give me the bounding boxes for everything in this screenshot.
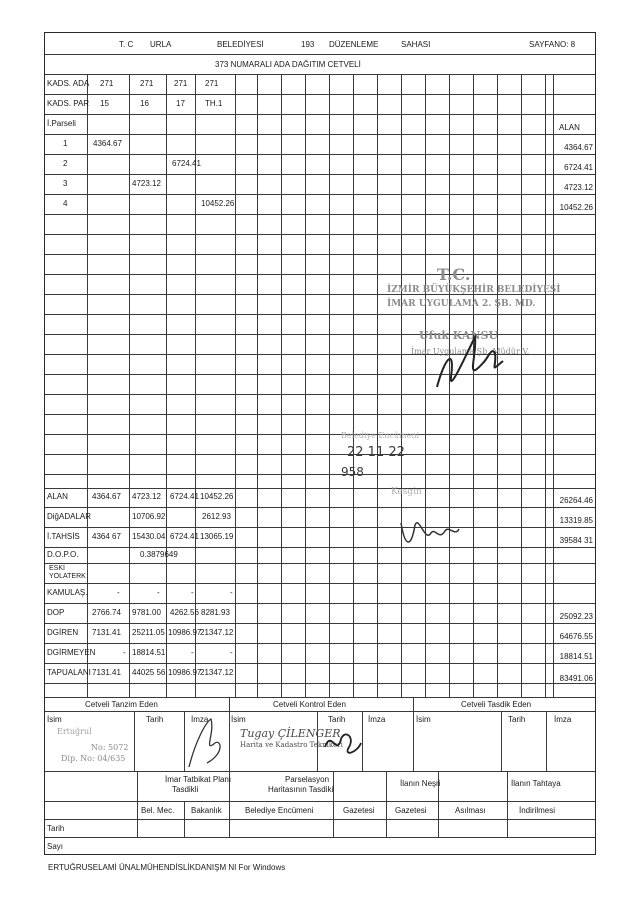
footer-tarih-2: Tarih: [328, 715, 346, 724]
cell: -: [191, 588, 194, 597]
footer-isim-2: İsim: [231, 715, 246, 724]
footer-col: [546, 711, 547, 771]
cell: 15: [100, 99, 109, 108]
stamp-left-3: Dip. No: 04/635: [61, 754, 126, 763]
footer-belediye-encumeni: Belediye Encümeni: [245, 806, 314, 815]
stamp-tugay-name: Tugay ÇİLENGER: [240, 727, 341, 740]
cell: 4364.67: [92, 492, 121, 501]
footer-tanzim: Cetveli Tanzim Eden: [85, 700, 158, 709]
cell: 271: [174, 79, 188, 88]
rule: [45, 623, 595, 624]
label-alan: ALAN: [559, 123, 580, 132]
rule: [45, 697, 595, 698]
header-subtitle: 373 NUMARALI ADA DAĞITIM CETVELİ: [215, 60, 361, 69]
stamp-kesgin: Kesgin: [391, 487, 422, 497]
cell: -: [123, 648, 126, 657]
cell: 271: [140, 79, 154, 88]
cell: 4723.12: [132, 492, 161, 501]
footer-ilanin-tahtaya: İlanın Tahtaya: [511, 779, 561, 788]
cell: -: [191, 648, 194, 657]
stamp-tc: T.C.: [437, 265, 471, 284]
footer-isim-1: İsim: [47, 715, 62, 724]
footer-col: [333, 771, 334, 837]
rule: [45, 74, 595, 75]
signature-ufuk: [425, 317, 515, 397]
label-kamulas: KAMULAŞ.: [47, 588, 88, 597]
cell-total: 6724.41: [564, 163, 593, 172]
header-page: SAYFANO: 8: [529, 40, 576, 49]
rule: [45, 488, 595, 489]
cell: -: [117, 588, 120, 597]
cell: 10986.97: [168, 628, 202, 637]
rule: [45, 663, 595, 664]
cell: 15430.04: [132, 532, 166, 541]
label-tapualani: TAPUALANI: [47, 668, 91, 677]
rule: [45, 214, 595, 215]
cell: 271: [205, 79, 219, 88]
software-footer: ERTUĞRUSELAMİ ÜNALMÜHENDİSLİKDANIŞM NI For Windows: [48, 863, 286, 872]
cell: 2766.74: [92, 608, 121, 617]
cell: 0.3879649: [140, 550, 178, 559]
cell: -: [230, 588, 233, 597]
cell: 271: [100, 79, 114, 88]
cell-total: 25092.23: [559, 612, 593, 621]
stamp-belediye-enc: Belediye Encümeni: [341, 431, 420, 440]
cell: 4262.56: [170, 608, 199, 617]
header-number: 193: [301, 40, 315, 49]
footer-gazetesi-2: Gazetesi: [395, 806, 427, 815]
label-kads-par: KADS. PAR: [47, 99, 90, 108]
grid-col: [257, 74, 258, 697]
parcel-no: 4: [63, 199, 68, 208]
cell: 18814.51: [132, 648, 166, 657]
footer-kontrol: Cetveli Kontrol Eden: [273, 700, 346, 709]
parcel-no: 2: [63, 159, 68, 168]
stamp-tugay-title: Harita ve Kadastro Teknikeri: [240, 741, 343, 749]
cell: 10706.92: [132, 512, 166, 521]
cell: 10452.26: [201, 199, 235, 208]
parcel-no: 1: [63, 139, 68, 148]
grid-col: [401, 74, 402, 697]
cell: 4364.67: [93, 139, 122, 148]
footer-gazetesi-1: Gazetesi: [343, 806, 375, 815]
cell-total: 83491.06: [559, 674, 593, 683]
rule: [45, 194, 595, 195]
rule: [45, 314, 595, 315]
cell: 17: [176, 99, 185, 108]
cell-total: 39584 31: [559, 536, 593, 545]
cell: 10452.26: [200, 492, 234, 501]
header-municipality: BELEDİYESİ: [217, 40, 264, 49]
signature-tanzim: [185, 713, 231, 771]
stamp-imar: İMAR UYGULAMA 2. ŞB. MD.: [387, 299, 536, 309]
grid-col: [377, 74, 378, 697]
grid-col: [545, 74, 546, 697]
label-i-tahsis: İ.TAHSİS: [47, 532, 80, 541]
rule: [45, 819, 595, 820]
grid-col: [281, 74, 282, 697]
cell: 21347.12: [200, 668, 234, 677]
label-dopo: D.O.P.O.: [47, 550, 79, 559]
cell: 13065.19: [200, 532, 234, 541]
cell: 4364 67: [92, 532, 121, 541]
signature-kesgin: [395, 513, 465, 553]
grid-col: [329, 74, 330, 697]
cell: 7131.41: [92, 668, 121, 677]
footer-col: [134, 711, 135, 771]
stamp-date: 22 11 22: [347, 445, 405, 460]
cell-total: 64676.55: [559, 632, 593, 641]
footer-asilmasi: Asılması: [455, 806, 486, 815]
rule: [45, 711, 595, 712]
label-dgirmeyen: DGİRMEYEN: [47, 648, 96, 657]
cell: 4723.12: [132, 179, 161, 188]
rule: [45, 254, 595, 255]
cell: -: [230, 648, 233, 657]
cell: 6724.41: [170, 532, 199, 541]
footer-haritasinin: Haritasının Tasdiki: [268, 785, 334, 794]
cell: 21347.12: [200, 628, 234, 637]
stamp-ufuk: Ufuk KANSU: [419, 329, 499, 342]
label-dgiren: DGİREN: [47, 628, 79, 637]
grid-col: [235, 74, 236, 697]
signature-kontrol: [321, 723, 365, 763]
rule: [45, 114, 595, 115]
header-arrangement: DÜZENLEME: [329, 40, 379, 49]
footer-parselasyon: Parselasyon: [285, 775, 330, 784]
stamp-izmir: İZMİR BÜYÜKŞEHİR BELEDİYESİ: [387, 285, 561, 295]
rule: [45, 94, 595, 95]
rule: [45, 603, 595, 604]
cell: 8281.93: [201, 608, 230, 617]
footer-col: [386, 771, 387, 837]
footer-col: [229, 697, 230, 711]
rule: [45, 154, 595, 155]
footer-isim-3: İsim: [416, 715, 431, 724]
rule: [45, 801, 595, 802]
rule: [45, 527, 595, 528]
rule: [45, 507, 595, 508]
footer-col: [507, 771, 508, 837]
header-area: SAHASI: [401, 40, 431, 49]
cell: -: [157, 588, 160, 597]
footer-row-sayi: Sayı: [47, 842, 64, 851]
rule: [45, 54, 595, 55]
rule: [45, 234, 595, 235]
cell: 44025 56: [132, 668, 166, 677]
rule: [45, 434, 595, 435]
grid-col: [129, 74, 130, 697]
footer-bakanlik: Bakanlık: [191, 806, 222, 815]
footer-col: [413, 711, 414, 771]
footer-col: [137, 771, 138, 837]
grid-col: [87, 74, 88, 697]
cell-total: 26264.46: [559, 496, 593, 505]
footer-row-tarih: Tarih: [47, 824, 65, 833]
rule: [45, 583, 595, 584]
grid-col: [521, 74, 522, 697]
cell: 2612.93: [202, 512, 231, 521]
footer-tasdik: Cetveli Tasdik Eden: [461, 700, 532, 709]
footer-imza-2: İmza: [368, 715, 386, 724]
cell-total: 18814.51: [559, 652, 593, 661]
cell: 9781.00: [132, 608, 161, 617]
footer-imza-1: İmza: [191, 715, 209, 724]
rule: [45, 134, 595, 135]
rule: [45, 837, 595, 838]
stamp-number: 958: [341, 465, 364, 479]
rule: [45, 174, 595, 175]
footer-bel-mec: Bel. Mec.: [141, 806, 175, 815]
footer-indirilmesi: İndirilmesi: [519, 806, 556, 815]
rule: [45, 414, 595, 415]
cell: 10986.97: [168, 668, 202, 677]
cell: 25211.05: [132, 628, 165, 637]
rule: [45, 274, 595, 275]
cell: 6724.41: [172, 159, 201, 168]
cell-total: 4364.67: [564, 143, 593, 152]
rule: [45, 643, 595, 644]
footer-tasdikli: Tasdikli: [172, 785, 199, 794]
grid-col: [553, 74, 554, 697]
cell: TH.1: [205, 99, 223, 108]
cell: 6724.41: [170, 492, 199, 501]
rule: [45, 563, 595, 564]
parcel-no: 3: [63, 179, 68, 188]
rule: [45, 683, 595, 684]
footer-ilanin-nesri: İlanın Neşri: [400, 779, 441, 788]
footer-imar-tatbikat: İmar Tatbikat Planı: [165, 775, 232, 784]
label-alan-row: ALAN: [47, 492, 68, 501]
footer-col: [184, 801, 185, 837]
rule: [45, 771, 595, 772]
footer-imza-3: İmza: [554, 715, 572, 724]
label-kads-ada: KADS. ADA: [47, 79, 90, 88]
stamp-ufuk-title: İmar Uygulama Şb. Müdür V.: [411, 347, 530, 356]
rule: [45, 454, 595, 455]
label-i-parsel: İ.Parseli: [47, 119, 76, 128]
rule: [45, 547, 595, 548]
stamp-left-1: Ertuğrul: [57, 727, 92, 736]
cell: 16: [140, 99, 149, 108]
footer-col: [413, 697, 414, 711]
header-city: URLA: [150, 40, 172, 49]
cell: 7131.41: [92, 628, 121, 637]
cell-total: 13319.85: [559, 516, 593, 525]
distribution-sheet: [44, 32, 596, 855]
footer-tarih-3: Tarih: [508, 715, 526, 724]
footer-tarih-1: Tarih: [146, 715, 164, 724]
grid-col: [353, 74, 354, 697]
footer-col: [501, 711, 502, 771]
label-diger-adalar: DiğADALAR: [47, 512, 92, 521]
grid-col: [166, 74, 167, 697]
header-tc: T. C: [119, 40, 134, 49]
cell-total: 10452.26: [559, 203, 593, 212]
cell-total: 4723.12: [564, 183, 593, 192]
label-dop: DOP: [47, 608, 65, 617]
label-eski-yolaterk: ESKİ YOLATERK: [49, 565, 86, 580]
grid-col: [305, 74, 306, 697]
rule: [45, 474, 595, 475]
stamp-left-2: No: 5072: [91, 743, 129, 752]
